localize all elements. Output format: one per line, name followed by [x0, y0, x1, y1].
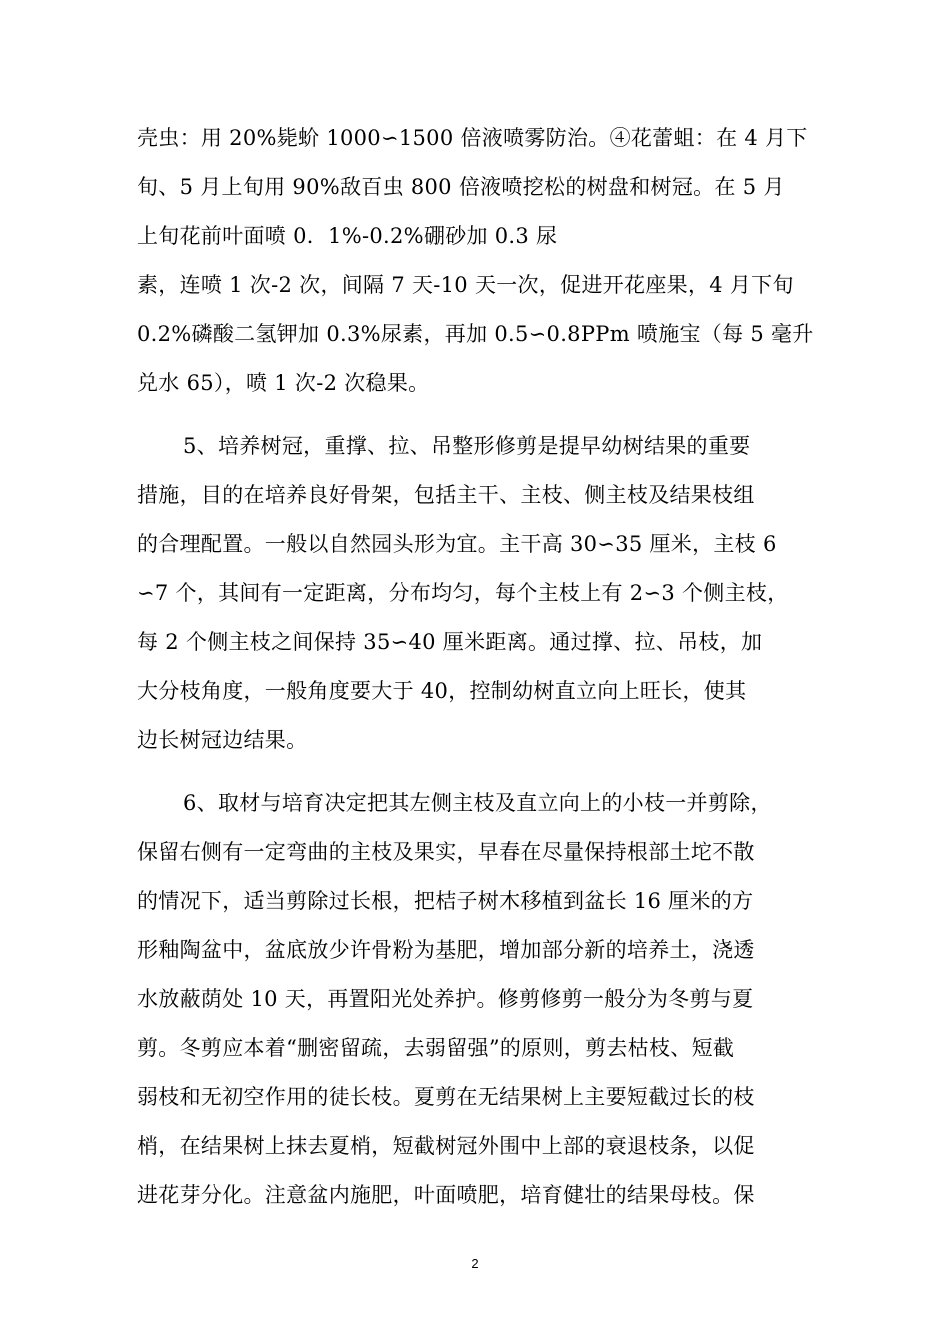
- paragraph-first-line: 6、取材与培育决定把其左侧主枝及直立向上的小枝一并剪除，: [183, 791, 772, 815]
- text-line: 兑水 65），喷 1 次-2 次稳果。: [137, 371, 430, 395]
- text-line: 0.2%磷酸二氢钾加 0.3%尿素，再加 0.5∽0.8PPm 喷施宝（每 5 毫升: [137, 322, 814, 346]
- text-line: 壳虫：用 20%毙蚧 1000∽1500 倍液喷雾防治。④花蕾蛆：在 4 月下: [137, 126, 808, 150]
- body-text: [137, 114, 827, 1220]
- text-line: 措施，目的在培养良好骨架，包括主干、主枝、侧主枝及结果枝组: [137, 483, 755, 507]
- text-line: 上旬花前叶面喷 0．1%-0.2%硼砂加 0.3 尿: [137, 224, 558, 248]
- text-line: 边长树冠边结果。: [137, 728, 308, 752]
- text-line: 梢，在结果树上抹去夏梢，短截树冠外围中上部的衰退枝条，以促: [137, 1134, 755, 1158]
- paragraph-gap: [137, 408, 827, 422]
- text-line: ∽7 个，其间有一定距离，分布均匀，每个主枝上有 2∽3 个侧主枝，: [137, 581, 789, 605]
- text-line: 素，连喷 1 次-2 次，间隔 7 天-10 天一次，促进开花座果，4 月下旬: [137, 273, 794, 297]
- paragraph-gap: [137, 765, 827, 779]
- text-line: 大分枝角度，一般角度要大于 40，控制幼树直立向上旺长，使其: [137, 679, 747, 703]
- text-line: 进花芽分化。注意盆内施肥，叶面喷肥，培育健壮的结果母枝。保: [137, 1183, 755, 1207]
- text-line: 旬、5 月上旬用 90%敌百虫 800 倍液喷挖松的树盘和树冠。在 5 月: [137, 175, 785, 199]
- text-line: 形釉陶盆中，盆底放少许骨粉为基肥，增加部分新的培养土，浇透: [137, 938, 755, 962]
- text-line: 水放蔽荫处 10 天，再置阳光处养护。修剪修剪一般分为冬剪与夏: [137, 987, 754, 1011]
- page-number: 2: [471, 1256, 479, 1271]
- text-line: 每 2 个侧主枝之间保持 35∽40 厘米距离。通过撑、拉、吊枝，加: [137, 630, 763, 654]
- text-line: 弱枝和无初空作用的徒长枝。夏剪在无结果树上主要短截过长的枝: [137, 1085, 755, 1109]
- paragraph-first-line: 5、培养树冠，重撑、拉、吊整形修剪是提早幼树结果的重要: [183, 434, 751, 458]
- text-line: 的合理配置。一般以自然园头形为宜。主干高 30∽35 厘米，主枝 6: [137, 532, 777, 556]
- text-line: 保留右侧有一定弯曲的主枝及果实，早春在尽量保持根部土坨不散: [137, 840, 755, 864]
- text-line: 的情况下，适当剪除过长根，把桔子树木移植到盆长 16 厘米的方: [137, 889, 754, 913]
- text-line: 剪。冬剪应本着“删密留疏，去弱留强”的原则，剪去枯枝、短截: [137, 1036, 735, 1060]
